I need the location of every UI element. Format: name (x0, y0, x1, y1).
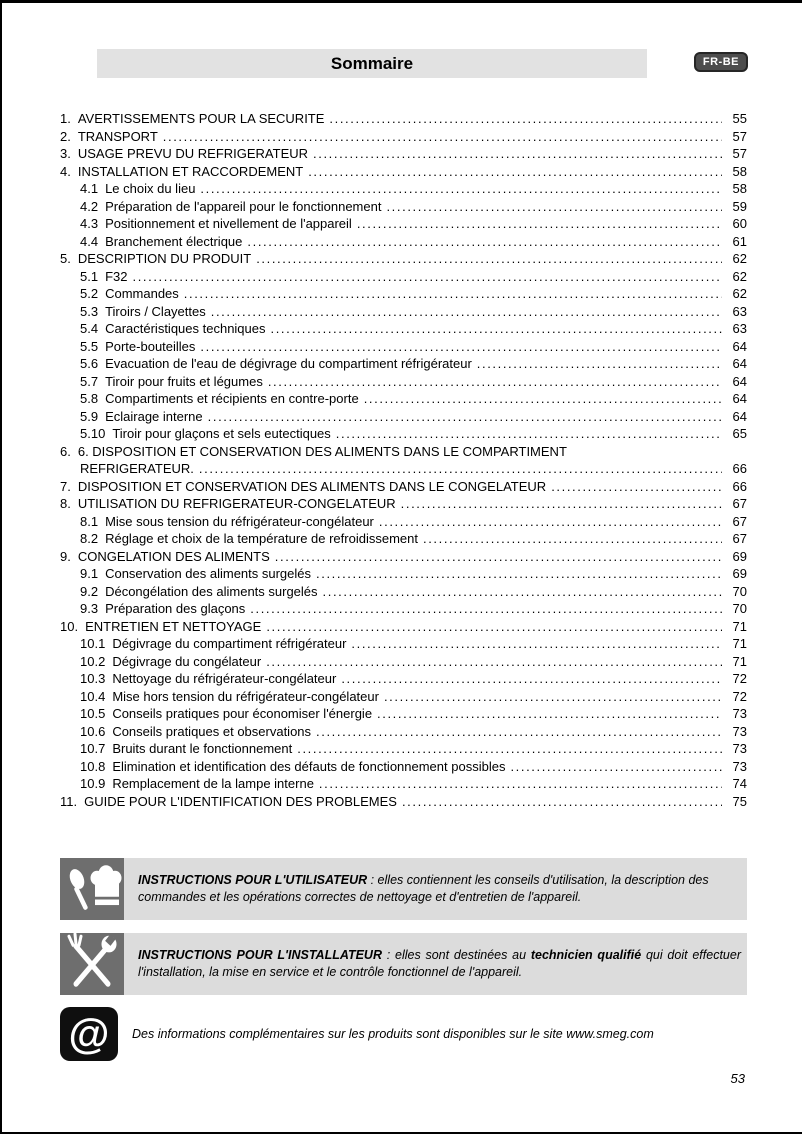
website-info-text: Des informations complémentaires sur les produits sont disponibles sur le site www.smeg.com (132, 1026, 654, 1041)
toc-entry-number: 3. (60, 146, 71, 161)
toc-entry-number: 10.5 (80, 706, 106, 721)
toc-entry-label: Mise hors tension du réfrigérateur-congélateur (112, 688, 379, 704)
toc-entry-label: Compartiments et récipients en contre-porte (105, 391, 359, 406)
toc-entry-label: Commandes (105, 286, 179, 301)
toc-entry-label: GUIDE POUR L'IDENTIFICATION DES PROBLEMES (84, 793, 397, 809)
toc-entry-label: Préparation de l'appareil pour le fonctionnement (105, 198, 382, 214)
toc-dot-leader (357, 216, 722, 231)
toc-entry-page: 73 (732, 723, 747, 739)
toc-entry-label: Evacuation de l'eau de dégivrage du compartiment réfrigérateur (105, 356, 472, 371)
toc-entry-page: 71 (732, 653, 747, 669)
toc-entry-label: TRANSPORT (77, 128, 158, 144)
toc-entry (60, 549, 747, 567)
toc-entry-number: 10. (60, 618, 79, 634)
toc-dot-leader (510, 759, 722, 774)
toc-entry-page: 70 (732, 601, 747, 616)
toc-entry-page: 69 (732, 548, 747, 564)
toc-dot-leader (211, 304, 722, 319)
toc-entry-page: 75 (732, 793, 747, 809)
toc-entry-page: 62 (732, 286, 747, 301)
toc-entry (60, 269, 747, 287)
toc-dot-leader (208, 409, 722, 424)
chef-icon (60, 858, 124, 920)
toc-entry-label: Porte-bouteilles (105, 338, 196, 354)
toc-entry-number: 9.1 (80, 566, 99, 581)
toc-entry-page: 64 (732, 373, 747, 389)
folio-page-number: 53 (730, 1071, 745, 1086)
toc-entry-number: 11. (60, 793, 78, 809)
toc-dot-leader (477, 356, 722, 371)
toc-entry-page: 72 (732, 688, 747, 704)
toc-entry (60, 619, 747, 637)
toc-entry-number: 5.3 (80, 303, 99, 319)
toc-entry-label: Elimination et identification des défauts de fonctionnement possibles (112, 758, 506, 774)
at-icon: @ (60, 1007, 118, 1061)
toc-entry-page: 64 (732, 391, 747, 406)
toc-entry-page: 71 (732, 636, 747, 651)
toc-entry-number: 4.1 (80, 181, 99, 196)
toc-dot-leader (184, 286, 722, 301)
toc-entry-label: Préparation des glaçons (105, 601, 246, 616)
installer-instructions-text: INSTRUCTIONS POUR L'INSTALLATEUR : elles sont destinées au technicien qualifié qui doit effectuer l'installation, la mise en service et le contrôle fonctionnel de l'appareil. (138, 948, 741, 979)
toc-dot-leader (313, 146, 722, 161)
toc-entry (60, 409, 747, 427)
toc-dot-leader (319, 776, 722, 791)
toc-entry (60, 636, 747, 654)
toc-entry-page: 73 (732, 706, 747, 721)
toc-entry-page: 71 (732, 618, 747, 634)
toc-entry-page: 70 (732, 583, 747, 599)
toc-entry (60, 356, 747, 374)
toc-entry (60, 426, 747, 444)
toc-entry (60, 689, 747, 707)
toc-entry-number: 5.6 (80, 356, 99, 371)
toc-entry-page: 67 (732, 496, 747, 511)
toc-dot-leader (199, 461, 722, 476)
toc-entry-page: 57 (732, 128, 747, 144)
toc-entry (60, 304, 747, 322)
toc-entry (60, 164, 747, 182)
toc-entry (60, 339, 747, 357)
toc-entry-number: 1. (60, 111, 71, 126)
toc-entry (60, 759, 747, 777)
toc-entry-number: 5.5 (80, 338, 99, 354)
toc-entry-label: Tiroirs / Clayettes (105, 303, 206, 319)
toc-dot-leader (275, 549, 722, 564)
toc-entry-label: Mise sous tension du réfrigérateur-congélateur (105, 513, 374, 529)
toc-entry-number: 5.8 (80, 391, 99, 406)
toc-entry-page: 63 (732, 321, 747, 336)
toc-entry-number: 10.9 (80, 776, 106, 791)
toc-entry-label: AVERTISSEMENTS POUR LA SECURITE (77, 111, 325, 126)
toc-entry-label: Dégivrage du compartiment réfrigérateur (112, 636, 347, 651)
toc-entry-number: 7. (60, 478, 71, 494)
toc-entry (60, 531, 747, 549)
toc-entry-label: Positionnement et nivellement de l'appareil (105, 216, 352, 231)
toc-dot-leader (329, 111, 722, 126)
toc-entry-number: 8.2 (80, 531, 99, 546)
toc-dot-leader (200, 181, 722, 196)
toc-entry-label: 6. DISPOSITION ET CONSERVATION DES ALIMENTS DANS LE COMPARTIMENT (77, 443, 567, 459)
toc-entry-label: Tiroir pour fruits et légumes (105, 373, 263, 389)
toc-entry-label: CONGELATION DES ALIMENTS (77, 548, 270, 564)
toc-entry (60, 496, 747, 514)
toc-entry-number: 6. (60, 443, 71, 459)
toc-entry-number: 9. (60, 548, 71, 564)
toc-entry (60, 479, 747, 497)
toc-entry-page: 69 (732, 566, 747, 581)
toc-entry-label: Conseils pratiques et observations (112, 723, 312, 739)
toc-entry (60, 199, 747, 217)
toc-entry (60, 146, 747, 164)
toc-dot-leader (256, 251, 722, 266)
toc-entry (60, 181, 747, 199)
toc-entry-number: 10.1 (80, 636, 106, 651)
toc-entry-label: Réglage et choix de la température de refroidissement (105, 531, 418, 546)
toc-dot-leader (247, 234, 722, 249)
toc-entry-page: 62 (732, 251, 747, 266)
toc-entry-page: 57 (732, 146, 747, 161)
toc-entry (60, 129, 747, 147)
toc-dot-leader (386, 199, 722, 214)
toc-entry-page: 58 (732, 163, 747, 179)
toc-entry (60, 706, 747, 724)
toc-entry-label: USAGE PREVU DU REFRIGERATEUR (77, 146, 309, 161)
toc-dot-leader (250, 601, 722, 616)
toc-entry-number: 8.1 (80, 513, 99, 529)
toc-entry-label: Eclairage interne (105, 408, 203, 424)
user-instructions-text: INSTRUCTIONS POUR L'UTILISATEUR : elles contiennent les conseils d'utilisation, la description des commandes et les opérations correctes de nettoyage et d'entretien de l'appareil. (138, 873, 709, 904)
toc-entry-number: 10.2 (80, 653, 106, 669)
toc-entry (60, 391, 747, 409)
language-badge: FR-BE (694, 52, 748, 72)
toc-entry-number: 4.2 (80, 198, 99, 214)
page-title: Sommaire (97, 49, 647, 78)
toc-dot-leader (316, 566, 722, 581)
toc-entry-page: 64 (732, 338, 747, 354)
toc-entry-page: 73 (732, 758, 747, 774)
toc-dot-leader (271, 321, 723, 336)
toc-entry-number: 2. (60, 128, 71, 144)
toc-entry-page: 58 (732, 181, 747, 196)
toc-entry-label: F32 (105, 268, 128, 284)
toc-entry-number: 5.7 (80, 373, 99, 389)
toc-dot-leader (308, 164, 722, 179)
toc-entry-label: Bruits durant le fonctionnement (112, 741, 293, 756)
toc-entry-number: 5. (60, 251, 71, 266)
toc-entry-label: Dégivrage du congélateur (112, 653, 262, 669)
toc-entry (60, 321, 747, 339)
toc-entry-page: 67 (732, 531, 747, 546)
toc-dot-leader (384, 689, 722, 704)
toc-entry (60, 251, 747, 269)
toc-entry-number: 5.1 (80, 268, 99, 284)
toc-entry-label: REFRIGERATEUR. (80, 461, 194, 476)
toc-entry-number: 5.2 (80, 286, 99, 301)
toc-dot-leader (351, 636, 722, 651)
toc-dot-leader (402, 794, 722, 809)
toc-dot-leader (323, 584, 722, 599)
toc-entry (60, 514, 747, 532)
toc-entry (60, 584, 747, 602)
toc-entry-number: 9.2 (80, 583, 99, 599)
toc-dot-leader (266, 654, 722, 669)
toc-dot-leader (336, 426, 722, 441)
toc-entry (60, 601, 747, 619)
toc-entry (60, 111, 747, 129)
toc-entry-number: 10.4 (80, 688, 106, 704)
toc-entry-page: 55 (732, 111, 747, 126)
toc-entry-label: Nettoyage du réfrigérateur-congélateur (112, 671, 337, 686)
toc-dot-leader (341, 671, 722, 686)
toc-dot-leader (377, 706, 722, 721)
toc-entry-number: 5.9 (80, 408, 99, 424)
toc-dot-leader (297, 741, 722, 756)
toc-entry-page: 60 (732, 216, 747, 231)
toc-entry-page: 64 (732, 356, 747, 371)
toc-entry (60, 671, 747, 689)
toc-entry-label: Décongélation des aliments surgelés (105, 583, 318, 599)
toc-entry-number: 10.6 (80, 723, 106, 739)
toc (60, 111, 747, 811)
toc-dot-leader (551, 479, 722, 494)
toc-entry (60, 794, 747, 812)
toc-dot-leader (423, 531, 722, 546)
toc-entry (60, 374, 747, 392)
toc-entry-page: 67 (732, 513, 747, 529)
toc-entry-label: UTILISATION DU REFRIGERATEUR-CONGELATEUR (77, 496, 396, 511)
toc-dot-leader (364, 391, 722, 406)
toc-dot-leader (379, 514, 722, 529)
toc-entry-label: Branchement électrique (105, 233, 243, 249)
toc-entry-page: 65 (732, 426, 747, 441)
toc-entry-number: 4.4 (80, 233, 99, 249)
toc-entry-number: 10.8 (80, 758, 106, 774)
toc-entry-page: 74 (732, 776, 747, 791)
toc-entry-page: 72 (732, 671, 747, 686)
toc-entry-page: 63 (732, 303, 747, 319)
toc-dot-leader (200, 339, 722, 354)
toc-entry-label: DESCRIPTION DU PRODUIT (77, 251, 252, 266)
toc-entry-page: 64 (732, 408, 747, 424)
toc-entry (60, 216, 747, 234)
toc-dot-leader (163, 129, 722, 144)
toc-entry-number: 4. (60, 163, 71, 179)
toc-entry-label: Conseils pratiques pour économiser l'énergie (112, 706, 373, 721)
toc-entry-page: 61 (732, 233, 747, 249)
toc-entry-page: 59 (732, 198, 747, 214)
toc-entry-page: 62 (732, 268, 747, 284)
toc-entry-number: 4.3 (80, 216, 99, 231)
toc-entry-page: 66 (732, 461, 747, 476)
toc-dot-leader (268, 374, 722, 389)
toc-entry-number: 5.10 (80, 426, 106, 441)
installer-instructions-box (60, 933, 747, 995)
toc-entry-number: 8. (60, 496, 71, 511)
toc-entry (60, 444, 747, 462)
toc-entry-number: 5.4 (80, 321, 99, 336)
toc-dot-leader (316, 724, 722, 739)
toc-entry-page: 73 (732, 741, 747, 756)
toc-entry-number: 9.3 (80, 601, 99, 616)
toc-entry-label: Le choix du lieu (105, 181, 196, 196)
website-info-box (60, 1005, 747, 1063)
toc-entry-number: 10.7 (80, 741, 106, 756)
toc-entry (60, 654, 747, 672)
toc-entry-page: 66 (732, 478, 747, 494)
toc-entry (60, 741, 747, 759)
toc-dot-leader (132, 269, 722, 284)
toc-entry (60, 234, 747, 252)
user-instructions-box (60, 858, 747, 920)
toc-entry-label: Tiroir pour glaçons et sels eutectiques (112, 426, 331, 441)
toc-entry-label: ENTRETIEN ET NETTOYAGE (85, 618, 262, 634)
toc-dot-leader (401, 496, 722, 511)
toc-entry (60, 566, 747, 584)
toc-entry-label: INSTALLATION ET RACCORDEMENT (77, 163, 304, 179)
tools-icon (60, 933, 124, 995)
toc-entry-label: Remplacement de la lampe interne (112, 776, 314, 791)
toc-entry (60, 776, 747, 794)
toc-entry-label: DISPOSITION ET CONSERVATION DES ALIMENTS DANS LE CONGELATEUR (77, 478, 547, 494)
toc-entry-label: Conservation des aliments surgelés (105, 566, 312, 581)
toc-entry-label: Caractéristiques techniques (105, 321, 266, 336)
toc-entry-number: 10.3 (80, 671, 106, 686)
toc-entry (60, 461, 747, 479)
toc-dot-leader (266, 619, 722, 634)
toc-entry (60, 286, 747, 304)
toc-entry (60, 724, 747, 742)
